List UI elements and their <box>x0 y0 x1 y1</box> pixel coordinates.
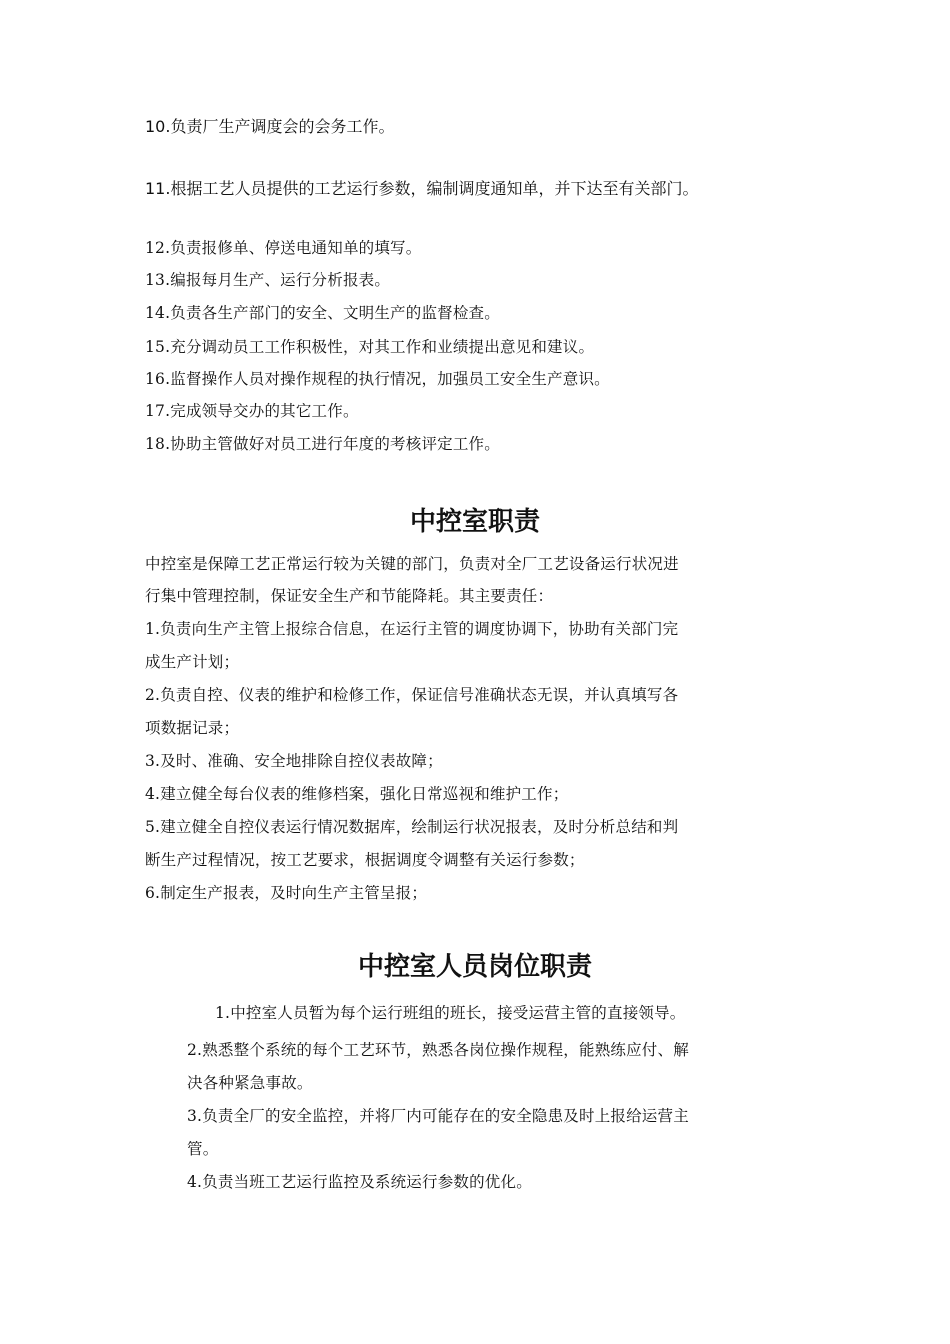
paragraph-line: 5.建立健全自控仪表运行情况数据库，绘制运行状况报表，及时分析总结和判 <box>145 818 679 836</box>
list-item: 16.监督操作人员对操作规程的执行情况，加强员工安全生产意识。 <box>145 370 610 388</box>
paragraph-line: 6.制定生产报表，及时向生产主管呈报； <box>145 884 428 902</box>
paragraph-line: 4.建立健全每台仪表的维修档案，强化日常巡视和维护工作； <box>145 785 569 803</box>
list-item: 2.熟悉整个系统的每个工艺环节，熟悉各岗位操作规程，能熟练应付、解 <box>187 1041 689 1059</box>
paragraph-line: 断生产过程情况，按工艺要求，根据调度令调整有关运行参数； <box>145 851 585 869</box>
paragraph-line: 2.负责自控、仪表的维护和检修工作，保证信号准确状态无误，并认真填写各 <box>145 686 679 704</box>
list-item: 3.负责全厂的安全监控，并将厂内可能存在的安全隐患及时上报给运营主 <box>187 1107 689 1125</box>
paragraph-line: 项数据记录； <box>145 719 240 737</box>
section-title-staff-duties: 中控室人员岗位职责 <box>357 952 592 982</box>
list-item: 4.负责当班工艺运行监控及系统运行参数的优化。 <box>187 1173 532 1191</box>
list-item: 10.负责厂生产调度会的会务工作。 <box>145 117 395 136</box>
list-item: 15.充分调动员工工作积极性，对其工作和业绩提出意见和建议。 <box>145 338 595 356</box>
list-item: 11.根据工艺人员提供的工艺运行参数，编制调度通知单，并下达至有关部门。 <box>145 179 699 198</box>
list-item: 18.协助主管做好对员工进行年度的考核评定工作。 <box>145 435 500 453</box>
list-item: 1.中控室人员暂为每个运行班组的班长，接受运营主管的直接领导。 <box>215 1004 686 1022</box>
paragraph-line: 1.负责向生产主管上报综合信息，在运行主管的调度协调下，协助有关部门完 <box>145 620 679 638</box>
list-item: 17.完成领导交办的其它工作。 <box>145 402 359 420</box>
list-item: 决各种紧急事故。 <box>187 1074 313 1092</box>
paragraph-line: 成生产计划； <box>145 653 240 671</box>
list-item: 13.编报每月生产、运行分析报表。 <box>145 271 391 289</box>
list-item: 管。 <box>187 1140 219 1158</box>
paragraph-line: 中控室是保障工艺正常运行较为关键的部门，负责对全厂工艺设备运行状况进 <box>145 555 679 573</box>
section-title-control-room: 中控室职责 <box>409 507 540 537</box>
list-item: 14.负责各生产部门的安全、文明生产的监督检查。 <box>145 304 500 322</box>
paragraph-line: 行集中管理控制，保证安全生产和节能降耗。其主要责任： <box>145 587 554 605</box>
list-item: 12.负责报修单、停送电通知单的填写。 <box>145 239 422 257</box>
paragraph-line: 3.及时、准确、安全地排除自控仪表故障； <box>145 752 443 770</box>
